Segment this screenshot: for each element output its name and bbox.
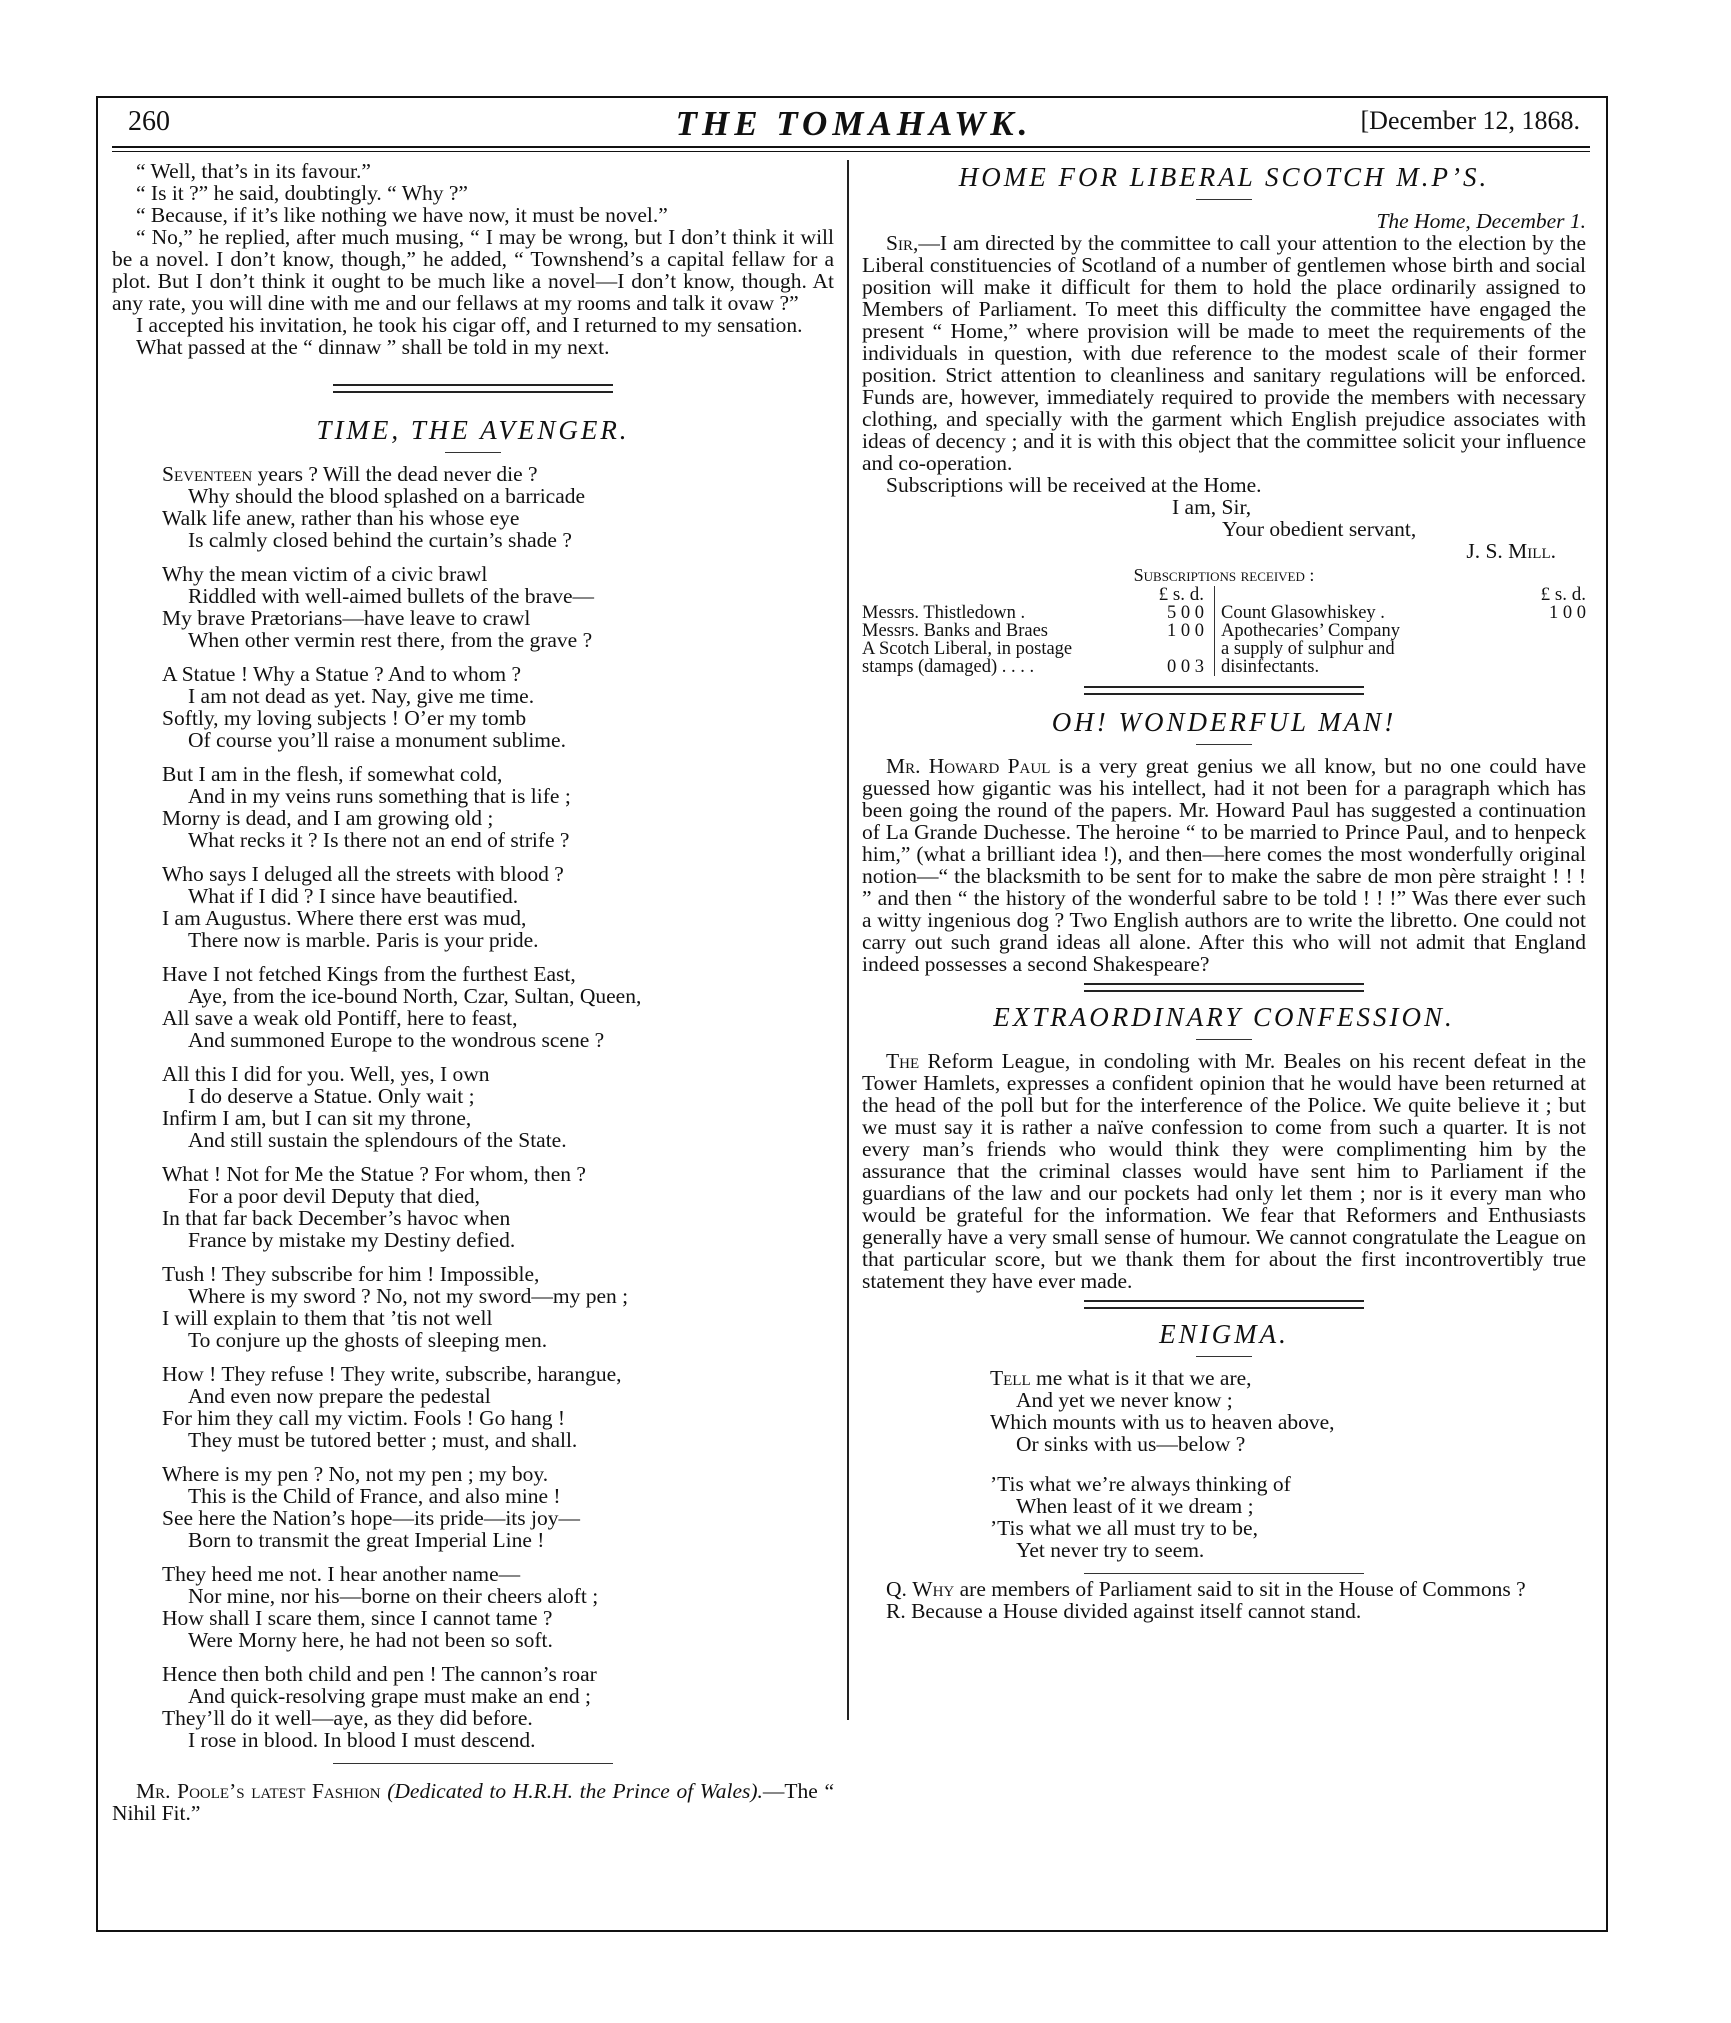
- verse-line: All this I did for you. Well, yes, I own: [162, 1062, 490, 1086]
- verse-line: For him they call my victim. Fools ! Go hang !: [162, 1406, 566, 1430]
- stanza: [162, 1263, 834, 1351]
- verse-line: And still sustain the splendours of the State.: [188, 1128, 567, 1152]
- stanza: [162, 563, 834, 651]
- verse-line: France by mistake my Destiny defied.: [188, 1228, 516, 1252]
- verse-line: Which mounts with us to heaven above,: [990, 1410, 1335, 1434]
- answer-text: R. Because a House divided against itself cannot stand.: [886, 1599, 1362, 1623]
- verse-line: Morny is dead, and I am growing old ;: [162, 806, 494, 830]
- riddle: [862, 1578, 1586, 1622]
- verse-line: Tell me what is it that we are,: [990, 1366, 1252, 1390]
- article-body: is a very great genius we all know, but no one could have guessed how gigantic was his intellect, had it not been for a paragraph which has been going the round of the papers. Mr. Howard Paul has suggested a continuation of La Grande Duchesse. The heroine “ to be married to Prince Paul, and to henpeck him,” (what a brilliant idea !), and then—here comes the most wonderfully original notion—“ the blacksmith to be sent for to make the sabre de mon père straight ! ! ! ” and then “ the history of the wonderful sabre to be told ! ! !” Was there ever such a witty ingenious dog ? Two English authors are to write the libretto. One could not carry out such grand ideas all alone. After this who will not admit that England indeed possesses a second Shakespeare?: [862, 754, 1586, 976]
- note-dedication: (Dedicated to H.R.H. the Prince of Wales).: [387, 1779, 763, 1803]
- home-title: HOME FOR LIBERAL SCOTCH M.P’S.: [958, 162, 1490, 192]
- article-body: Reform League, in condoling with Mr. Beales on his recent defeat in the Tower Hamlets, expresses a confident opinion that he would have been returned at the head of the poll but for the interference of the Police. We quite believe it ; but we must say it is rather a naïve confession to come from such a quarter. It is not every man’s friends who would think they were complimenting him by the assurance that the criminal classes would have sent him to Parliament if the guardians of the law and our pockets had only let them ; nor is it every man who would be grateful for the information. We fear that Reformers and Enthusiasts generally have a very small sense of humour. We cannot congratulate the League on that particular score, but we thank them for about the first incontrovertibly true statement they have ever made.: [862, 1049, 1586, 1293]
- right-border: [1606, 96, 1608, 1932]
- verse-line: What if I did ? I since have beautified.: [188, 884, 519, 908]
- verse-line: Yet never try to seem.: [1016, 1538, 1205, 1562]
- section-double-rule: [1084, 983, 1364, 992]
- subscriber-name: Messrs. Banks and Braes: [862, 621, 1049, 641]
- page-number: 260: [128, 106, 170, 137]
- verse-line: They heed me not. I hear another name—: [162, 1562, 521, 1586]
- subscriber-amount: [1471, 622, 1586, 676]
- verse-line: And even now prepare the pedestal: [188, 1384, 491, 1408]
- verse-line: Or sinks with us—below ?: [1016, 1432, 1246, 1456]
- verse-line: Nor mine, nor his—borne on their cheers aloft ;: [188, 1584, 599, 1608]
- signature: J. S. Mill.: [1466, 539, 1556, 563]
- enigma-verse: [990, 1367, 1586, 1561]
- verse-line: Infirm I am, but I can sit my throne,: [162, 1106, 472, 1130]
- stanza: [162, 1463, 834, 1551]
- verse-line: And summoned Europe to the wondrous scene ?: [188, 1028, 605, 1052]
- verse-line: Have I not fetched Kings from the furthest East,: [162, 962, 576, 986]
- subscriber-name: A Scotch Liberal, in postage stamps (damaged) . . . .: [862, 639, 1073, 677]
- top-border: [96, 96, 1608, 98]
- drop-word: Tell: [990, 1366, 1031, 1390]
- money-header: £ s. d.: [1540, 584, 1586, 605]
- enigma-title: ENIGMA.: [1159, 1319, 1289, 1349]
- subscriber-name: Messrs. Thistledown .: [862, 603, 1026, 623]
- verse-line: I will explain to them that ’tis not well: [162, 1306, 493, 1330]
- page-header: [128, 104, 1580, 148]
- verse-line: Were Morny here, he had not been so soft.: [188, 1628, 553, 1652]
- verse-line: They’ll do it well—aye, as they did before.: [162, 1706, 533, 1730]
- column-divider: [847, 160, 849, 1720]
- title-short-rule: [445, 452, 501, 453]
- subscriber-amount: 1 0 0: [1549, 603, 1586, 623]
- verse-line: What ! Not for Me the Statue ? For whom, then ?: [162, 1162, 586, 1186]
- stanza: [162, 1363, 834, 1451]
- story-continuation: [112, 160, 834, 358]
- note-tail: —The “ Nihil Fit.”: [112, 1779, 835, 1825]
- header-rule: [112, 146, 1590, 148]
- stanza: [162, 463, 834, 551]
- subscriber-amount: 1 0 0: [1124, 622, 1215, 640]
- section-double-rule: [1084, 686, 1364, 695]
- verse-line: Walk life anew, rather than his whose eye: [162, 506, 520, 530]
- stanza: [162, 1563, 834, 1651]
- stanza: [162, 763, 834, 851]
- title-short-rule: [1196, 744, 1252, 745]
- section-rule: [333, 1763, 613, 1764]
- left-column: [112, 160, 834, 1824]
- stanza: [162, 663, 834, 751]
- issue-date: [December 12, 1868.: [1360, 106, 1580, 135]
- left-border: [96, 96, 98, 1932]
- verse-line: This is the Child of France, and also mine !: [188, 1484, 561, 1508]
- title-short-rule: [1196, 1039, 1252, 1040]
- verse-line: Is calmly closed behind the curtain’s shade ?: [188, 528, 572, 552]
- verse-line: They must be tutored better ; must, and shall.: [188, 1428, 578, 1452]
- verse-line: Tush ! They subscribe for him ! Impossible,: [162, 1262, 540, 1286]
- question-lead: Why: [912, 1577, 955, 1601]
- dateline: The Home, December 1.: [1376, 209, 1586, 233]
- verse-line: For a poor devil Deputy that died,: [188, 1184, 480, 1208]
- section-double-rule: [333, 384, 613, 393]
- verse-line: Where is my pen ? No, not my pen ; my boy.: [162, 1462, 549, 1486]
- verse-line: I am not dead as yet. Nay, give me time.: [188, 684, 535, 708]
- subscriber-name: Apothecaries’ Company a supply of sulphur and disinfectants.: [1221, 621, 1400, 677]
- subs-heading: Subscriptions received :: [1133, 565, 1315, 585]
- verse-line: See here the Nation’s hope—its pride—its joy—: [162, 1506, 580, 1530]
- verse-line: Softly, my loving subjects ! O’er my tomb: [162, 706, 527, 730]
- confession-article: [862, 1050, 1586, 1292]
- fashion-note: [112, 1780, 834, 1824]
- stanza: [990, 1367, 1586, 1455]
- verse-line: When least of it we dream ;: [1016, 1494, 1254, 1518]
- note-lead: Mr. Poole’s latest Fashion: [136, 1779, 381, 1803]
- verse-line: Hence then both child and pen ! The cannon’s roar: [162, 1662, 597, 1686]
- verse-line: What recks it ? Is there not an end of strife ?: [188, 828, 570, 852]
- subscriptions-line: Subscriptions will be received at the Home.: [886, 473, 1262, 497]
- question-text: are members of Parliament said to sit in the House of Commons ?: [954, 1577, 1526, 1601]
- verse-line: I rose in blood. In blood I must descend.: [188, 1728, 536, 1752]
- verse-line: My brave Prætorians—have leave to crawl: [162, 606, 531, 630]
- paragraph: I accepted his invitation, he took his cigar off, and I returned to my sensation.: [136, 313, 803, 337]
- paragraph: “ Well, that’s in its favour.”: [136, 159, 371, 183]
- title-short-rule: [1196, 199, 1252, 200]
- verse-line: How ! They refuse ! They write, subscribe, harangue,: [162, 1362, 622, 1386]
- verse-line: And quick-resolving grape must make an end ;: [188, 1684, 592, 1708]
- confession-title: EXTRAORDINARY CONFESSION.: [993, 1002, 1455, 1032]
- subscriber-amount: 5 0 0: [1124, 604, 1215, 622]
- stanza: [990, 1473, 1586, 1561]
- verse-line: ’Tis what we’re always thinking of: [990, 1472, 1291, 1496]
- verse-line: Of course you’ll raise a monument sublime.: [188, 728, 566, 752]
- verse-line: Seventeen years ? Will the dead never die ?: [162, 462, 538, 486]
- header-rule-thin: [112, 151, 1590, 152]
- drop-word: Seventeen: [162, 462, 253, 486]
- stanza: [162, 1063, 834, 1151]
- verse-line: Why the mean victim of a civic brawl: [162, 562, 488, 586]
- title-short-rule: [1196, 1356, 1252, 1357]
- salutation: Sir,: [886, 231, 919, 255]
- verse-line: There now is marble. Paris is your pride.: [188, 928, 539, 952]
- verse-line: And yet we never know ;: [1016, 1388, 1233, 1412]
- verse-line: How shall I scare them, since I cannot tame ?: [162, 1606, 553, 1630]
- verse-line: All save a weak old Pontiff, here to feast,: [162, 1006, 518, 1030]
- poem-title: TIME, THE AVENGER.: [316, 415, 630, 445]
- home-letter: [862, 210, 1586, 586]
- closing: Your obedient servant,: [1222, 517, 1417, 541]
- letter-body: —I am directed by the committee to call your attention to the election by the Liberal constituencies of Scotland of a number of gentlemen whose birth and social position will make it difficult for them to hold the place ordinarily assigned to Members of Parliament. To meet this difficulty the committee have engaged the present “ Home,” where provision will be made to meet the requirements of the individuals in question, with due reference to the modest scale of their former position. Strict attention to cleanliness and sanitary regulations will be enforced. Funds are, however, immediately required to provide the members with necessary clothing, and specially with the garment which English prejudice associates with ideas of decency ; and it is with this object that the committee solicit your influence and co-operation.: [862, 231, 1586, 475]
- article-lead: Mr. Howard Paul: [886, 754, 1051, 778]
- bottom-border: [96, 1930, 1608, 1932]
- stanza: [162, 1663, 834, 1751]
- verse-line: Why should the blood splashed on a barricade: [188, 484, 586, 508]
- stanza: [162, 963, 834, 1051]
- subscriber-amount: 0 0 3: [1124, 640, 1215, 676]
- closing: I am, Sir,: [1172, 495, 1252, 519]
- verse-line: Where is my sword ? No, not my sword—my pen ;: [188, 1284, 629, 1308]
- verse-line: And in my veins runs something that is life ;: [188, 784, 571, 808]
- verse-line: I am Augustus. Where there erst was mud,: [162, 906, 527, 930]
- question-label: Q.: [886, 1577, 907, 1601]
- section-double-rule: [1084, 1300, 1364, 1309]
- stanza: [162, 1163, 834, 1251]
- verse-line: When other vermin rest there, from the grave ?: [188, 628, 593, 652]
- verse-line: Aye, from the ice-bound North, Czar, Sultan, Queen,: [188, 984, 642, 1008]
- verse-line: Riddled with well-aimed bullets of the brave—: [188, 584, 595, 608]
- verse-line: I do deserve a Statue. Only wait ;: [188, 1084, 475, 1108]
- article-lead: The: [886, 1049, 920, 1073]
- money-header: £ s. d.: [1124, 586, 1215, 604]
- paragraph: “ No,” he replied, after much musing, “ I may be wrong, but I don’t think it will be a novel. I don’t know, though,” he added, “ Townshend’s a capital fellaw for a plot. But I don’t think it ought to be much like a novel—I don’t know, though. At any rate, you will dine with me and our fellaws at my rooms and talk it ovaw ?”: [112, 225, 834, 315]
- masthead-title: THE TOMAHAWK.: [675, 104, 1033, 143]
- verse-line: A Statue ! Why a Statue ? And to whom ?: [162, 662, 522, 686]
- subscriber-name: Count Glasowhiskey .: [1221, 603, 1385, 623]
- subscriptions-table: [862, 586, 1586, 676]
- right-column: [862, 160, 1586, 1622]
- verse-line: ’Tis what we all must try to be,: [990, 1516, 1258, 1540]
- verse-line: Who says I deluged all the streets with blood ?: [162, 862, 564, 886]
- poem-body: [162, 463, 834, 1751]
- verse-line: But I am in the flesh, if somewhat cold,: [162, 762, 503, 786]
- section-rule: [1084, 1573, 1364, 1574]
- paragraph: “ Because, if it’s like nothing we have now, it must be novel.”: [136, 203, 668, 227]
- verse-line: Born to transmit the great Imperial Line !: [188, 1528, 545, 1552]
- paragraph: “ Is it ?” he said, doubtingly. “ Why ?”: [136, 181, 468, 205]
- wonderful-title: OH! WONDERFUL MAN!: [1051, 707, 1397, 737]
- paragraph: What passed at the “ dinnaw ” shall be told in my next.: [136, 335, 610, 359]
- wonderful-article: [862, 755, 1586, 975]
- verse-line: In that far back December’s havoc when: [162, 1206, 511, 1230]
- verse-line: To conjure up the ghosts of sleeping men.: [188, 1328, 548, 1352]
- stanza: [162, 863, 834, 951]
